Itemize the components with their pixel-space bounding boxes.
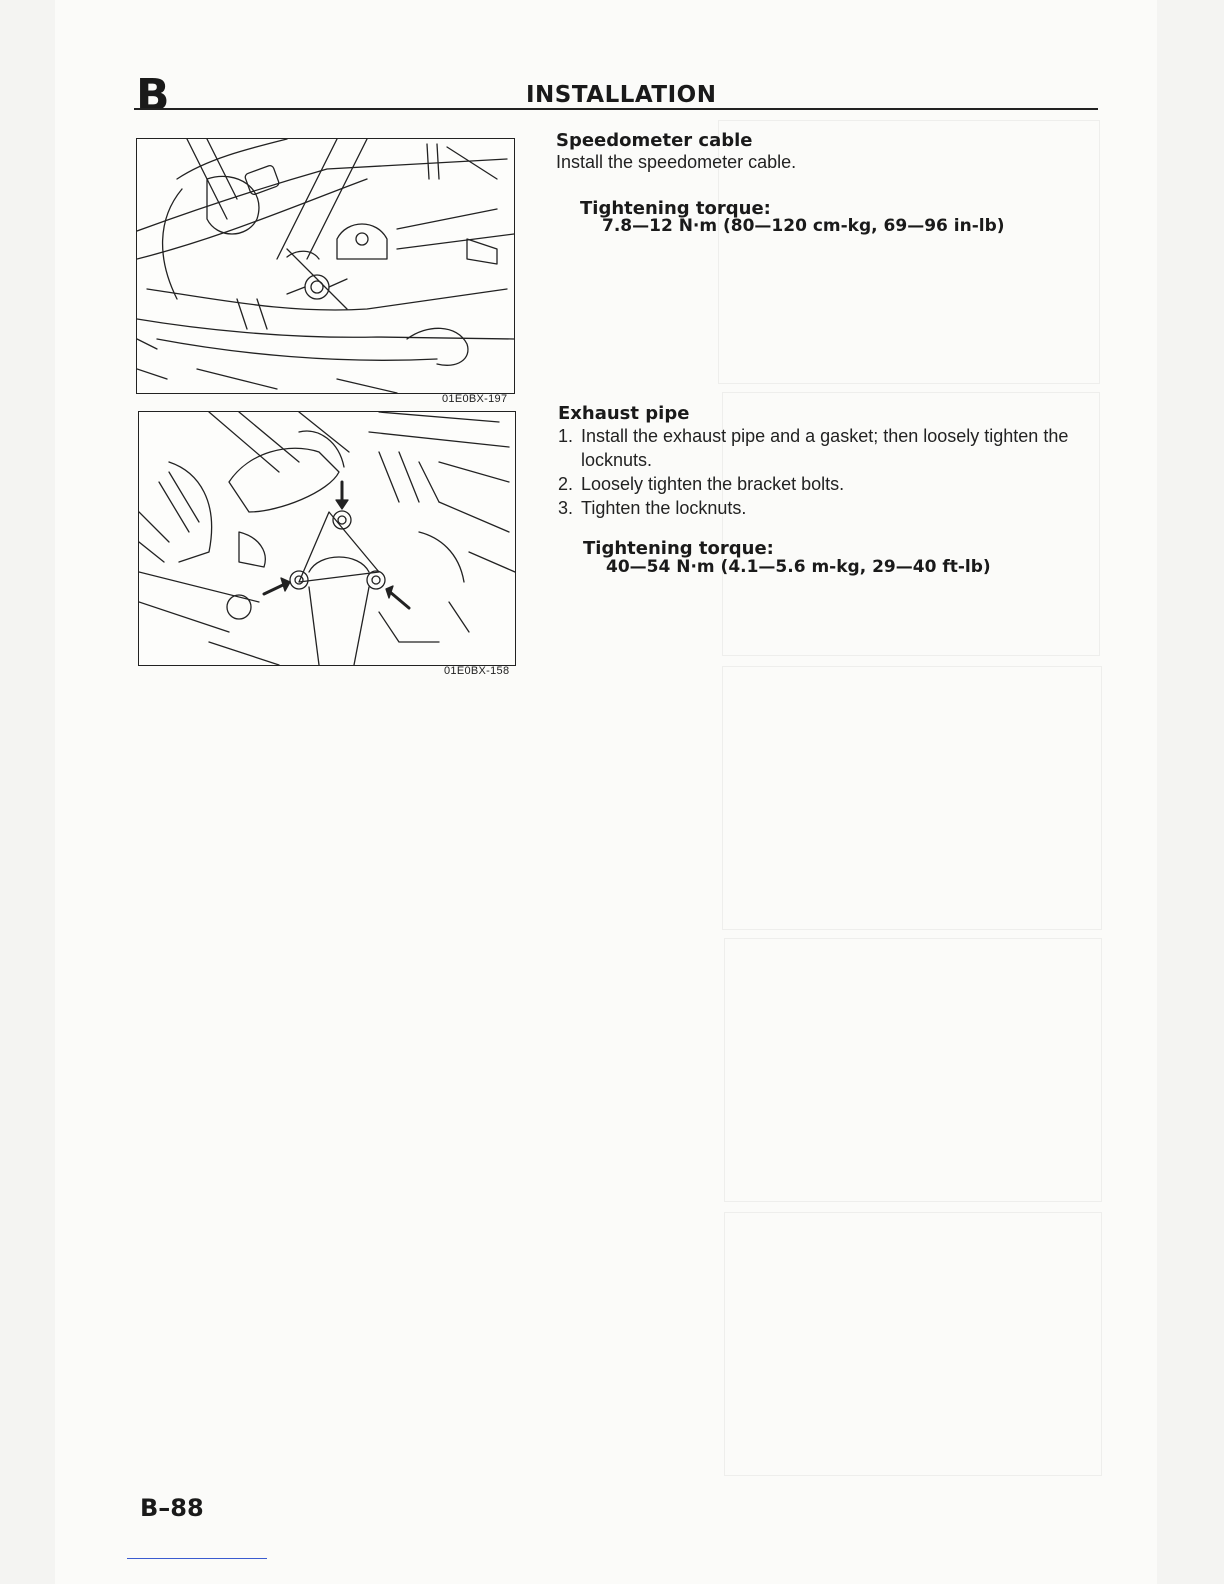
figure-code: 01E0BX-158 [444,665,510,677]
link-underline [127,1558,267,1559]
step-text: Tighten the locknuts. [581,498,747,518]
exhaust-steps [558,424,1118,520]
step-number: 3. [558,498,574,518]
exhaust-torque-label: Tightening torque: [583,538,774,559]
speedometer-heading: Speedometer cable [556,130,753,151]
speedometer-cable-illustration [136,138,515,394]
exhaust-step [558,472,1118,496]
step-number: 1. [558,426,574,446]
speedometer-torque-label: Tightening torque: [580,198,771,219]
exhaust-torque-value: 40—54 N·m (4.1—5.6 m-kg, 29—40 ft-lb) [606,557,991,577]
show-through-frame [722,666,1102,930]
page-title: INSTALLATION [526,82,717,108]
show-through-frame [724,938,1102,1202]
step-text: Install the exhaust pipe and a gasket; then loosely tighten the locknuts. [581,426,1069,470]
exhaust-pipe-illustration [138,411,516,666]
step-number: 2. [558,474,574,494]
section-letter: B [136,70,170,121]
step-text: Loosely tighten the bracket bolts. [581,474,845,494]
page-number: B–88 [140,1494,204,1522]
exhaust-step [558,496,1118,520]
header-divider [134,108,1098,110]
speedometer-torque-value: 7.8—12 N·m (80—120 cm-kg, 69—96 in-lb) [602,216,1005,236]
speedometer-instruction: Install the speedometer cable. [556,152,797,172]
figure-code: 01E0BX-197 [442,393,508,405]
exhaust-heading: Exhaust pipe [558,403,690,424]
show-through-frame [724,1212,1102,1476]
exhaust-step [558,424,1118,472]
